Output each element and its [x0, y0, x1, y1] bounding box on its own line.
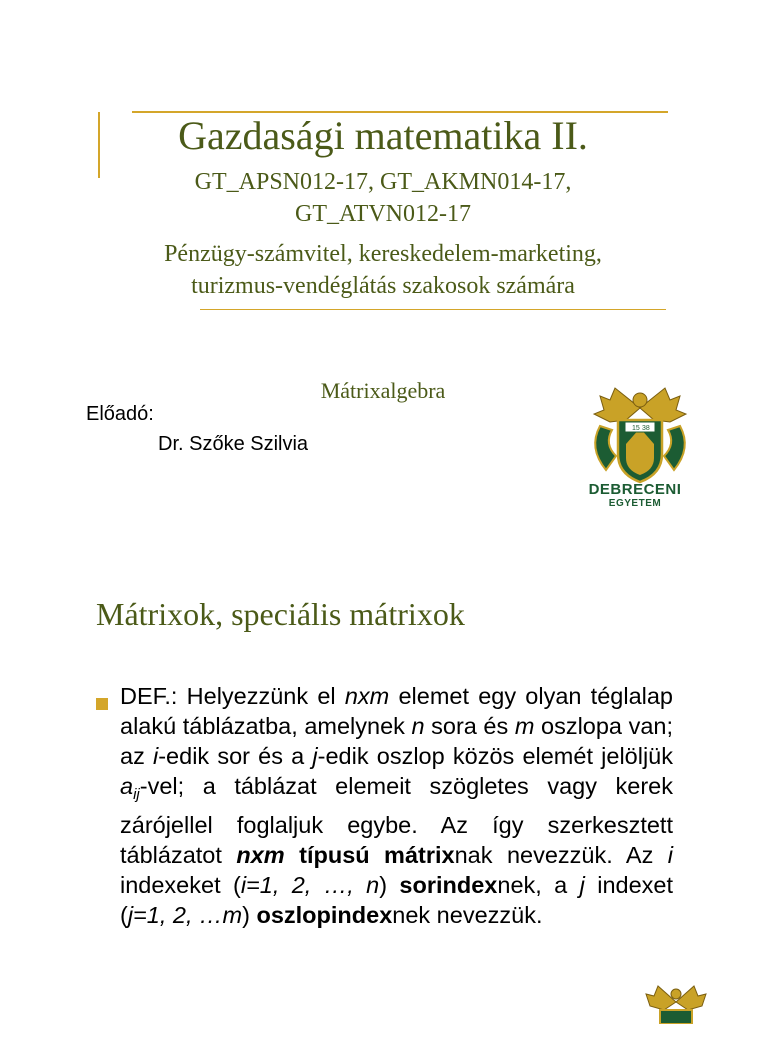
- audience-line1: Pénzügy-számvitel, kereskedelem-marketing,: [164, 241, 602, 267]
- crest-year-right: 38: [642, 425, 650, 432]
- course-codes-line1: GT_APSN012-17, GT_AKMN014-17,: [194, 169, 572, 195]
- accent-bottom-line: [200, 309, 666, 310]
- lecture-topic: Mátrixalgebra: [320, 378, 446, 403]
- lecturer-label: Előadó:: [86, 403, 154, 425]
- university-crest-small-icon: [636, 980, 716, 1040]
- university-name-line2: EGYETEM: [608, 498, 662, 509]
- audience-line2: turizmus-vendéglátás szakosok számára: [191, 273, 575, 299]
- section-title: Mátrixok, speciális mátrixok: [96, 596, 465, 632]
- lecturer-name: Dr. Szőke Szilvia: [158, 433, 309, 455]
- university-name: [580, 482, 690, 510]
- definition-paragraph: DEF.: Helyezzünk el nxm elemet egy olyan téglalap alakú táblázatba, amelynek n sora és m oszlopa van; az i-edik sor és a j-edik oszlop közös elemét jelöljük $a_{ij}$-vel; a táblázat elemeit szögletes vagy kerek zárójellel foglaljuk egybe. Az így szerkesztett táblázatot nxm típusú mátrixnak nevezzük. Az i indexeket (i=1, 2, …, n) sorindexnek, a j indexet (j=1, 2, …m) oszlopindexnek nevezzük.: [120, 683, 674, 928]
- bullet-square-icon: [96, 698, 108, 710]
- course-title: Gazdasági matematika II.: [178, 113, 588, 158]
- crest-year-left: 15: [632, 425, 640, 432]
- university-name-line1: DEBRECENI: [588, 481, 682, 498]
- course-codes-line2: GT_ATVN012-17: [295, 201, 471, 227]
